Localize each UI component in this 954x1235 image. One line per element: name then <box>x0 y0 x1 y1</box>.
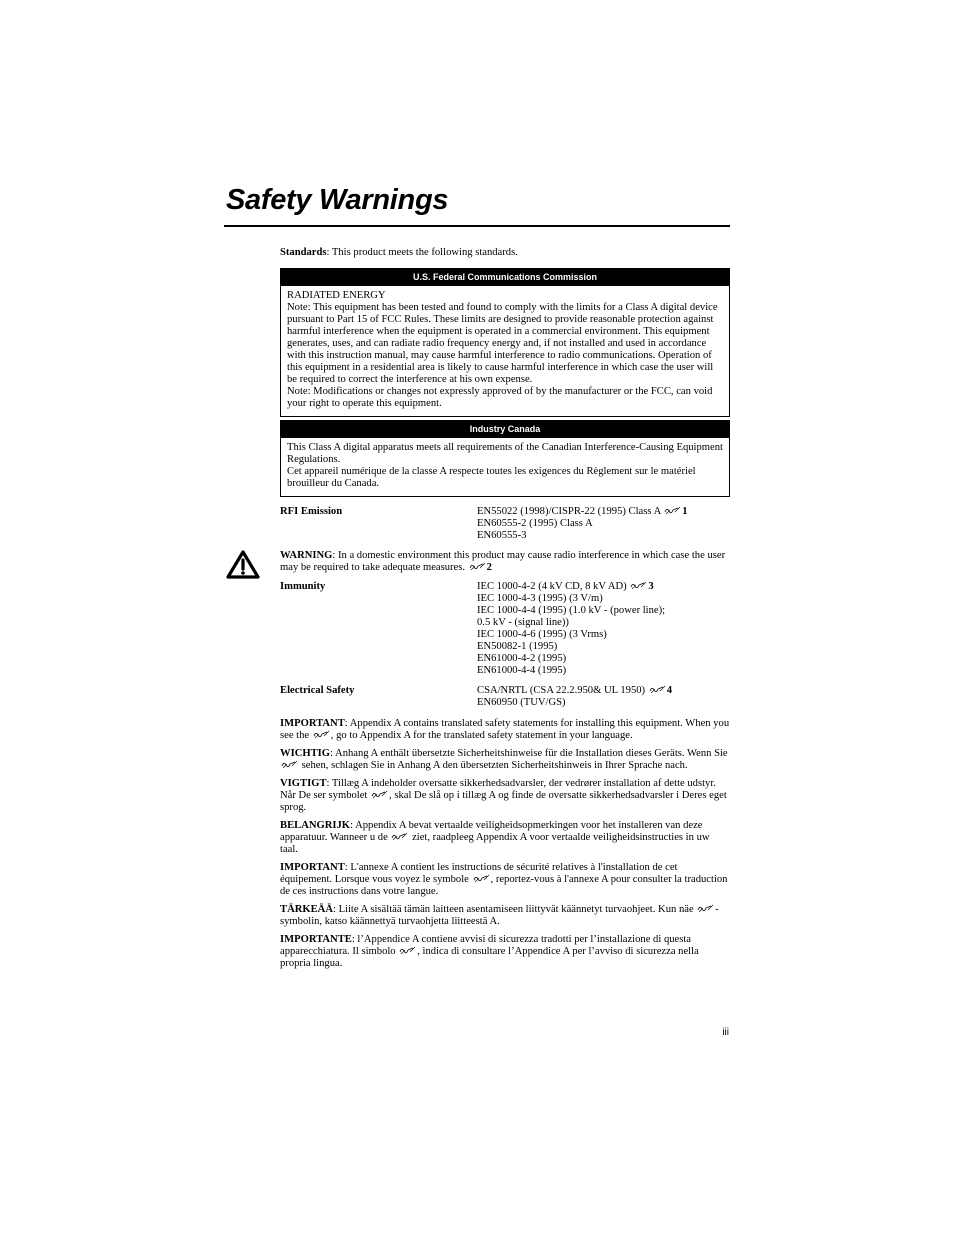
translation-text: : Liite A sisältää tämän laitteen asentamiseen liittyvät käännetyt turvaohjeet. Kun näe <box>332 904 697 915</box>
translation-label: BELANGRIJK <box>280 820 351 831</box>
immunity-standard: IEC 1000-4-2 (4 kV CD, 8 kV AD) <box>477 581 627 592</box>
translation-note-danish <box>280 778 730 814</box>
translation-label: WICHTIG <box>280 748 331 759</box>
fcc-line: RADIATED ENERGY <box>287 290 386 301</box>
immunity-row <box>280 581 730 677</box>
immunity-line: IEC 1000-4-3 (1995) (3 V/m) <box>477 593 603 604</box>
standards-label: Standards <box>280 247 327 258</box>
canada-body <box>281 438 729 496</box>
translation-text: , reportez-vous à l'annexe A pour consulter la traduction de ces instructions dans votre langue. <box>280 874 728 897</box>
warning-body: : In a domestic environment this product may cause radio interference in which case the user may be required to take adequate measures. <box>280 550 726 573</box>
translation-note-english <box>280 718 730 742</box>
translation-text: : Tillæg A indeholder oversatte sikkerhedsadvarsler, der vedrører installation af dette udstyr. Når De ser symbolet <box>280 778 716 801</box>
translation-note-dutch <box>280 820 730 856</box>
reference-number: 1 <box>682 506 688 517</box>
title-rule <box>224 225 730 227</box>
rfi-line: EN60555-2 (1995) Class A <box>477 518 593 529</box>
translation-text: : Appendix A bevat vertaalde veiligheidsopmerkingen voor het installeren van deze apparatuur. Wanneer u de <box>280 820 703 843</box>
translation-reference-icon <box>281 760 298 769</box>
translation-text: -symbolin, katso käännettyä turvaohjetta liitteestä A. <box>280 904 719 927</box>
immunity-line: 0.5 kV - (signal line)) <box>477 617 569 628</box>
translation-reference-icon <box>391 832 408 841</box>
standards-intro-text: : This product meets the following standards. <box>326 247 518 258</box>
warning-triangle-icon <box>226 550 260 580</box>
reference-number: 3 <box>648 581 654 592</box>
electrical-safety-label: Electrical Safety <box>280 685 355 696</box>
immunity-line: IEC 1000-4-4 (1995) (1.0 kV - (power line); <box>477 605 666 616</box>
translation-reference-icon <box>469 562 486 571</box>
warning-block <box>280 550 730 574</box>
rfi-line: EN60555-3 <box>477 530 527 541</box>
electrical-safety-row <box>280 685 730 709</box>
immunity-line: IEC 1000-4-6 (1995) (3 Vrms) <box>477 629 607 640</box>
rfi-row <box>280 506 730 542</box>
fcc-box <box>280 268 730 417</box>
translation-reference-icon <box>313 730 330 739</box>
warning-label: WARNING <box>280 550 333 561</box>
translation-text: : Appendix A contains translated safety statements for installing this equipment. When you see the <box>280 718 730 741</box>
rfi-label: RFI Emission <box>280 506 343 517</box>
canada-line: Cet appareil numérique de la classe A respecte toutes les exigences du Règlement sur le matériel brouilleur du Canada. <box>287 466 696 489</box>
translation-text: sehen, schlagen Sie in Anhang A den übersetzten Sicherheitshinweis in Ihrer Sprache nach. <box>299 760 688 771</box>
fcc-body <box>281 286 729 416</box>
translation-reference-icon <box>664 506 681 515</box>
immunity-line: EN61000-4-2 (1995) <box>477 653 567 664</box>
fcc-line: Note: Modifications or changes not expressly approved of by the manufacturer or the FCC, can void your right to operate this equipment. <box>287 386 713 409</box>
canada-header: Industry Canada <box>281 421 729 438</box>
translation-note-german <box>280 748 730 772</box>
electrical-safety-values <box>477 685 730 709</box>
reference-number: 2 <box>486 562 492 573</box>
translation-reference-icon <box>697 904 714 913</box>
fcc-header: U.S. Federal Communications Commission <box>281 269 729 286</box>
electrical-safety-line <box>477 685 730 697</box>
reference-number: 4 <box>666 685 673 696</box>
rfi-values <box>477 506 730 542</box>
translation-reference-icon <box>630 581 647 590</box>
electrical-safety-standard: CSA/NRTL (CSA 22.2.950& UL 1950) <box>477 685 646 696</box>
translation-label: IMPORTANT <box>280 718 345 729</box>
translation-text: , go to Appendix A for the translated safety statement in your language. <box>330 730 633 741</box>
canada-box <box>280 420 730 497</box>
fcc-line: Note: This equipment has been tested and found to comply with the limits for a Class A digital device pursuant to Part 15 of FCC Rules. These limits are designed to provide reasonable protection against harmful interference when the equipment is operated in a commercial environment. This equipment generates, uses, and can radiate radio frequency energy and, if not installed and used in accordance with this instruction manual, may cause harmful interference to radio communications. Operation of this equipment in a residential area is likely to cause harmful interference in which case the user will be required to correct the interference at his own expense. <box>287 302 718 385</box>
page-number: iii <box>722 1027 729 1038</box>
translation-reference-icon <box>399 946 416 955</box>
immunity-label: Immunity <box>280 581 326 592</box>
translation-reference-icon <box>371 790 388 799</box>
translation-text: : Anhang A enthält übersetzte Sicherheitshinweise für die Installation dieses Geräts. Wenn Sie <box>330 748 728 759</box>
electrical-safety-line: EN60950 (TUV/GS) <box>477 697 566 708</box>
translation-text: : L'annexe A contient les instructions de sécurité relatives à l'installation de cet équipement. Lorsque vous voyez le symbole <box>280 862 678 885</box>
immunity-line <box>477 581 730 593</box>
immunity-values <box>477 581 730 677</box>
translation-text: : l’Appendice A contiene avvisi di sicurezza tradotti per l’installazione di questa apparecchiatura. Il simbolo <box>280 934 692 957</box>
translation-text: ziet, raadpleeg Appendix A voor vertaalde veiligheidsinstructies in uw taal. <box>280 832 710 855</box>
translation-label: VIGTIGT <box>280 778 327 789</box>
translation-label: IMPORTANTE <box>280 934 352 945</box>
rfi-line <box>477 506 730 518</box>
rfi-standard: EN55022 (1998)/CISPR-22 (1995) Class A <box>477 506 661 517</box>
translation-note-italian <box>280 934 730 970</box>
translation-reference-icon <box>649 685 666 694</box>
immunity-line: EN50082-1 (1995) <box>477 641 558 652</box>
translation-reference-icon <box>473 874 490 883</box>
standards-intro <box>280 247 730 259</box>
immunity-line: EN61000-4-4 (1995) <box>477 665 567 676</box>
content-column <box>280 247 730 970</box>
warning-text <box>280 550 730 574</box>
translation-text: , skal De slå op i tillæg A og finde de oversatte sikkerhedsadvarsler i Deres eget sprog. <box>280 790 727 813</box>
translation-text: , indica di consultare l’Appendice A per l’avviso di sicurezza nella propria lingua. <box>280 946 699 969</box>
translation-note-finnish <box>280 904 730 928</box>
canada-line: This Class A digital apparatus meets all requirements of the Canadian Interference-Causing Equipment Regulations. <box>287 442 723 465</box>
translation-note-french <box>280 862 730 898</box>
page-title: Safety Warnings <box>226 184 449 216</box>
translation-label: TÄRKEÄÄ <box>280 904 333 915</box>
translation-label: IMPORTANT <box>280 862 345 873</box>
